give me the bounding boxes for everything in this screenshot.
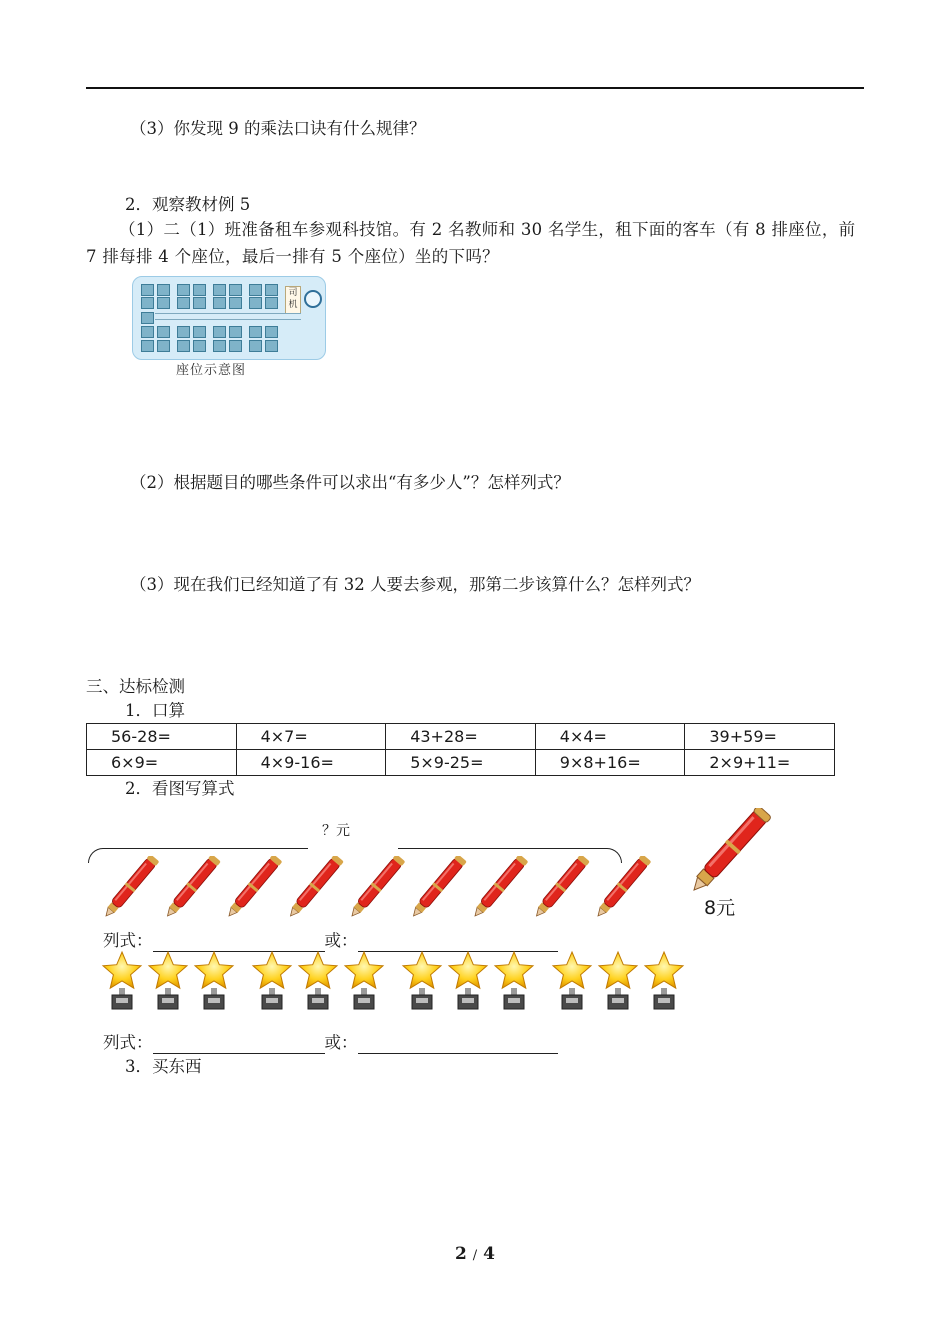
trophy-icon xyxy=(253,952,291,1009)
trophy-icon xyxy=(553,952,591,1009)
pen-icon xyxy=(101,856,159,920)
seat xyxy=(193,284,206,296)
seat xyxy=(177,326,190,338)
seat xyxy=(213,326,226,338)
seat xyxy=(265,297,278,309)
trophy-icon xyxy=(103,952,141,1009)
single-pen-icon xyxy=(686,808,786,898)
seat xyxy=(213,284,226,296)
seat xyxy=(193,297,206,309)
aisle-line xyxy=(155,313,301,314)
unit-price-label: 8元 xyxy=(704,897,736,919)
page-total: 4 xyxy=(483,1244,495,1264)
seat xyxy=(157,284,170,296)
section-3-title: 三、达标检测 xyxy=(86,677,185,696)
seat xyxy=(249,326,262,338)
steering-wheel-icon xyxy=(304,290,322,308)
trophy-icon xyxy=(403,952,441,1009)
section-2-title: 2．观察教材例 5 xyxy=(125,195,251,214)
calc-cell: 56-28= xyxy=(87,724,237,750)
seat xyxy=(249,284,262,296)
seat xyxy=(265,340,278,352)
seat xyxy=(157,340,170,352)
calc-cell: 39+59= xyxy=(685,724,835,750)
seat xyxy=(141,326,154,338)
seat xyxy=(141,340,154,352)
table-row xyxy=(87,724,835,750)
answer-blank[interactable] xyxy=(358,1036,558,1054)
seat xyxy=(265,326,278,338)
pen-icon xyxy=(224,856,282,920)
driver-label: 司机 xyxy=(285,286,301,314)
seat xyxy=(177,340,190,352)
trophies-row xyxy=(100,950,700,1016)
pen-icon xyxy=(409,856,467,920)
seat xyxy=(249,297,262,309)
pen-icon xyxy=(347,856,405,920)
seat xyxy=(229,340,242,352)
problem-text: （1）二（1）班准备租车参观科技馆。有 2 名教师和 30 名学生，租下面的客车（有 8 排座位，前 7 排每排 4 个座位，最后一排有 5 个座位）坐的下吗？ xyxy=(86,220,856,266)
seat-diagram-caption: 座位示意图 xyxy=(176,363,247,378)
or-label: 或： xyxy=(324,931,358,950)
formula-label: 列式： xyxy=(103,931,153,950)
trophy-icon xyxy=(645,952,683,1009)
question-3-pattern: （3）你发现 9 的乘法口诀有什么规律？ xyxy=(130,119,426,138)
shopping-title: 3．买东西 xyxy=(125,1057,202,1076)
seat xyxy=(177,284,190,296)
formula-label: 列式： xyxy=(103,1033,153,1052)
trophy-icon xyxy=(599,952,637,1009)
brace-gap xyxy=(308,842,398,854)
question-2-text: （2）根据题目的哪些条件可以求出“有多少人”？怎样列式？ xyxy=(130,473,570,492)
trophy-icon xyxy=(149,952,187,1009)
seat xyxy=(213,340,226,352)
seat xyxy=(229,297,242,309)
pen-icon xyxy=(163,856,221,920)
trophy-icon xyxy=(449,952,487,1009)
pen-icon xyxy=(532,856,590,920)
seat xyxy=(229,326,242,338)
question-3-text: （3）现在我们已经知道了有 32 人要去参观，那第二步该算什么？怎样列式？ xyxy=(130,575,700,594)
table-row xyxy=(87,750,835,776)
seat-diagram xyxy=(132,276,326,360)
answer-blank[interactable] xyxy=(153,1036,325,1054)
calc-cell: 4×7= xyxy=(236,724,386,750)
seat xyxy=(229,284,242,296)
calc-cell: 43+28= xyxy=(386,724,536,750)
calc-cell: 2×9+11= xyxy=(685,750,835,776)
page-current: 2 xyxy=(455,1244,467,1264)
trophy-icon xyxy=(495,952,533,1009)
pen-icon xyxy=(470,856,528,920)
seat xyxy=(141,312,154,324)
seat xyxy=(249,340,262,352)
page-separator: / xyxy=(472,1248,478,1263)
formula-row-2 xyxy=(103,1032,558,1054)
seat xyxy=(141,297,154,309)
oral-calc-table xyxy=(86,723,835,776)
trophy-icon xyxy=(345,952,383,1009)
pen-icon xyxy=(286,856,344,920)
oral-calc-title: 1．口算 xyxy=(125,701,185,720)
page-number xyxy=(0,1244,950,1264)
trophy-icon xyxy=(299,952,337,1009)
pen-icon xyxy=(593,856,651,920)
total-price-label: ？元 xyxy=(322,823,350,839)
calc-cell: 6×9= xyxy=(87,750,237,776)
seat xyxy=(193,326,206,338)
trophy-icon xyxy=(195,952,233,1009)
seat xyxy=(193,340,206,352)
calc-cell: 5×9-25= xyxy=(386,750,536,776)
seat xyxy=(157,326,170,338)
formula-row-1 xyxy=(103,930,558,952)
picture-calc-title: 2．看图写算式 xyxy=(125,779,235,798)
seat xyxy=(157,297,170,309)
calc-cell: 9×8+16= xyxy=(535,750,685,776)
seat xyxy=(265,284,278,296)
calc-cell: 4×9-16= xyxy=(236,750,386,776)
aisle-line xyxy=(155,319,301,320)
seat xyxy=(177,297,190,309)
header-rule xyxy=(86,87,864,89)
seat xyxy=(141,284,154,296)
seat xyxy=(213,297,226,309)
calc-cell: 4×4= xyxy=(535,724,685,750)
or-label: 或： xyxy=(324,1033,358,1052)
